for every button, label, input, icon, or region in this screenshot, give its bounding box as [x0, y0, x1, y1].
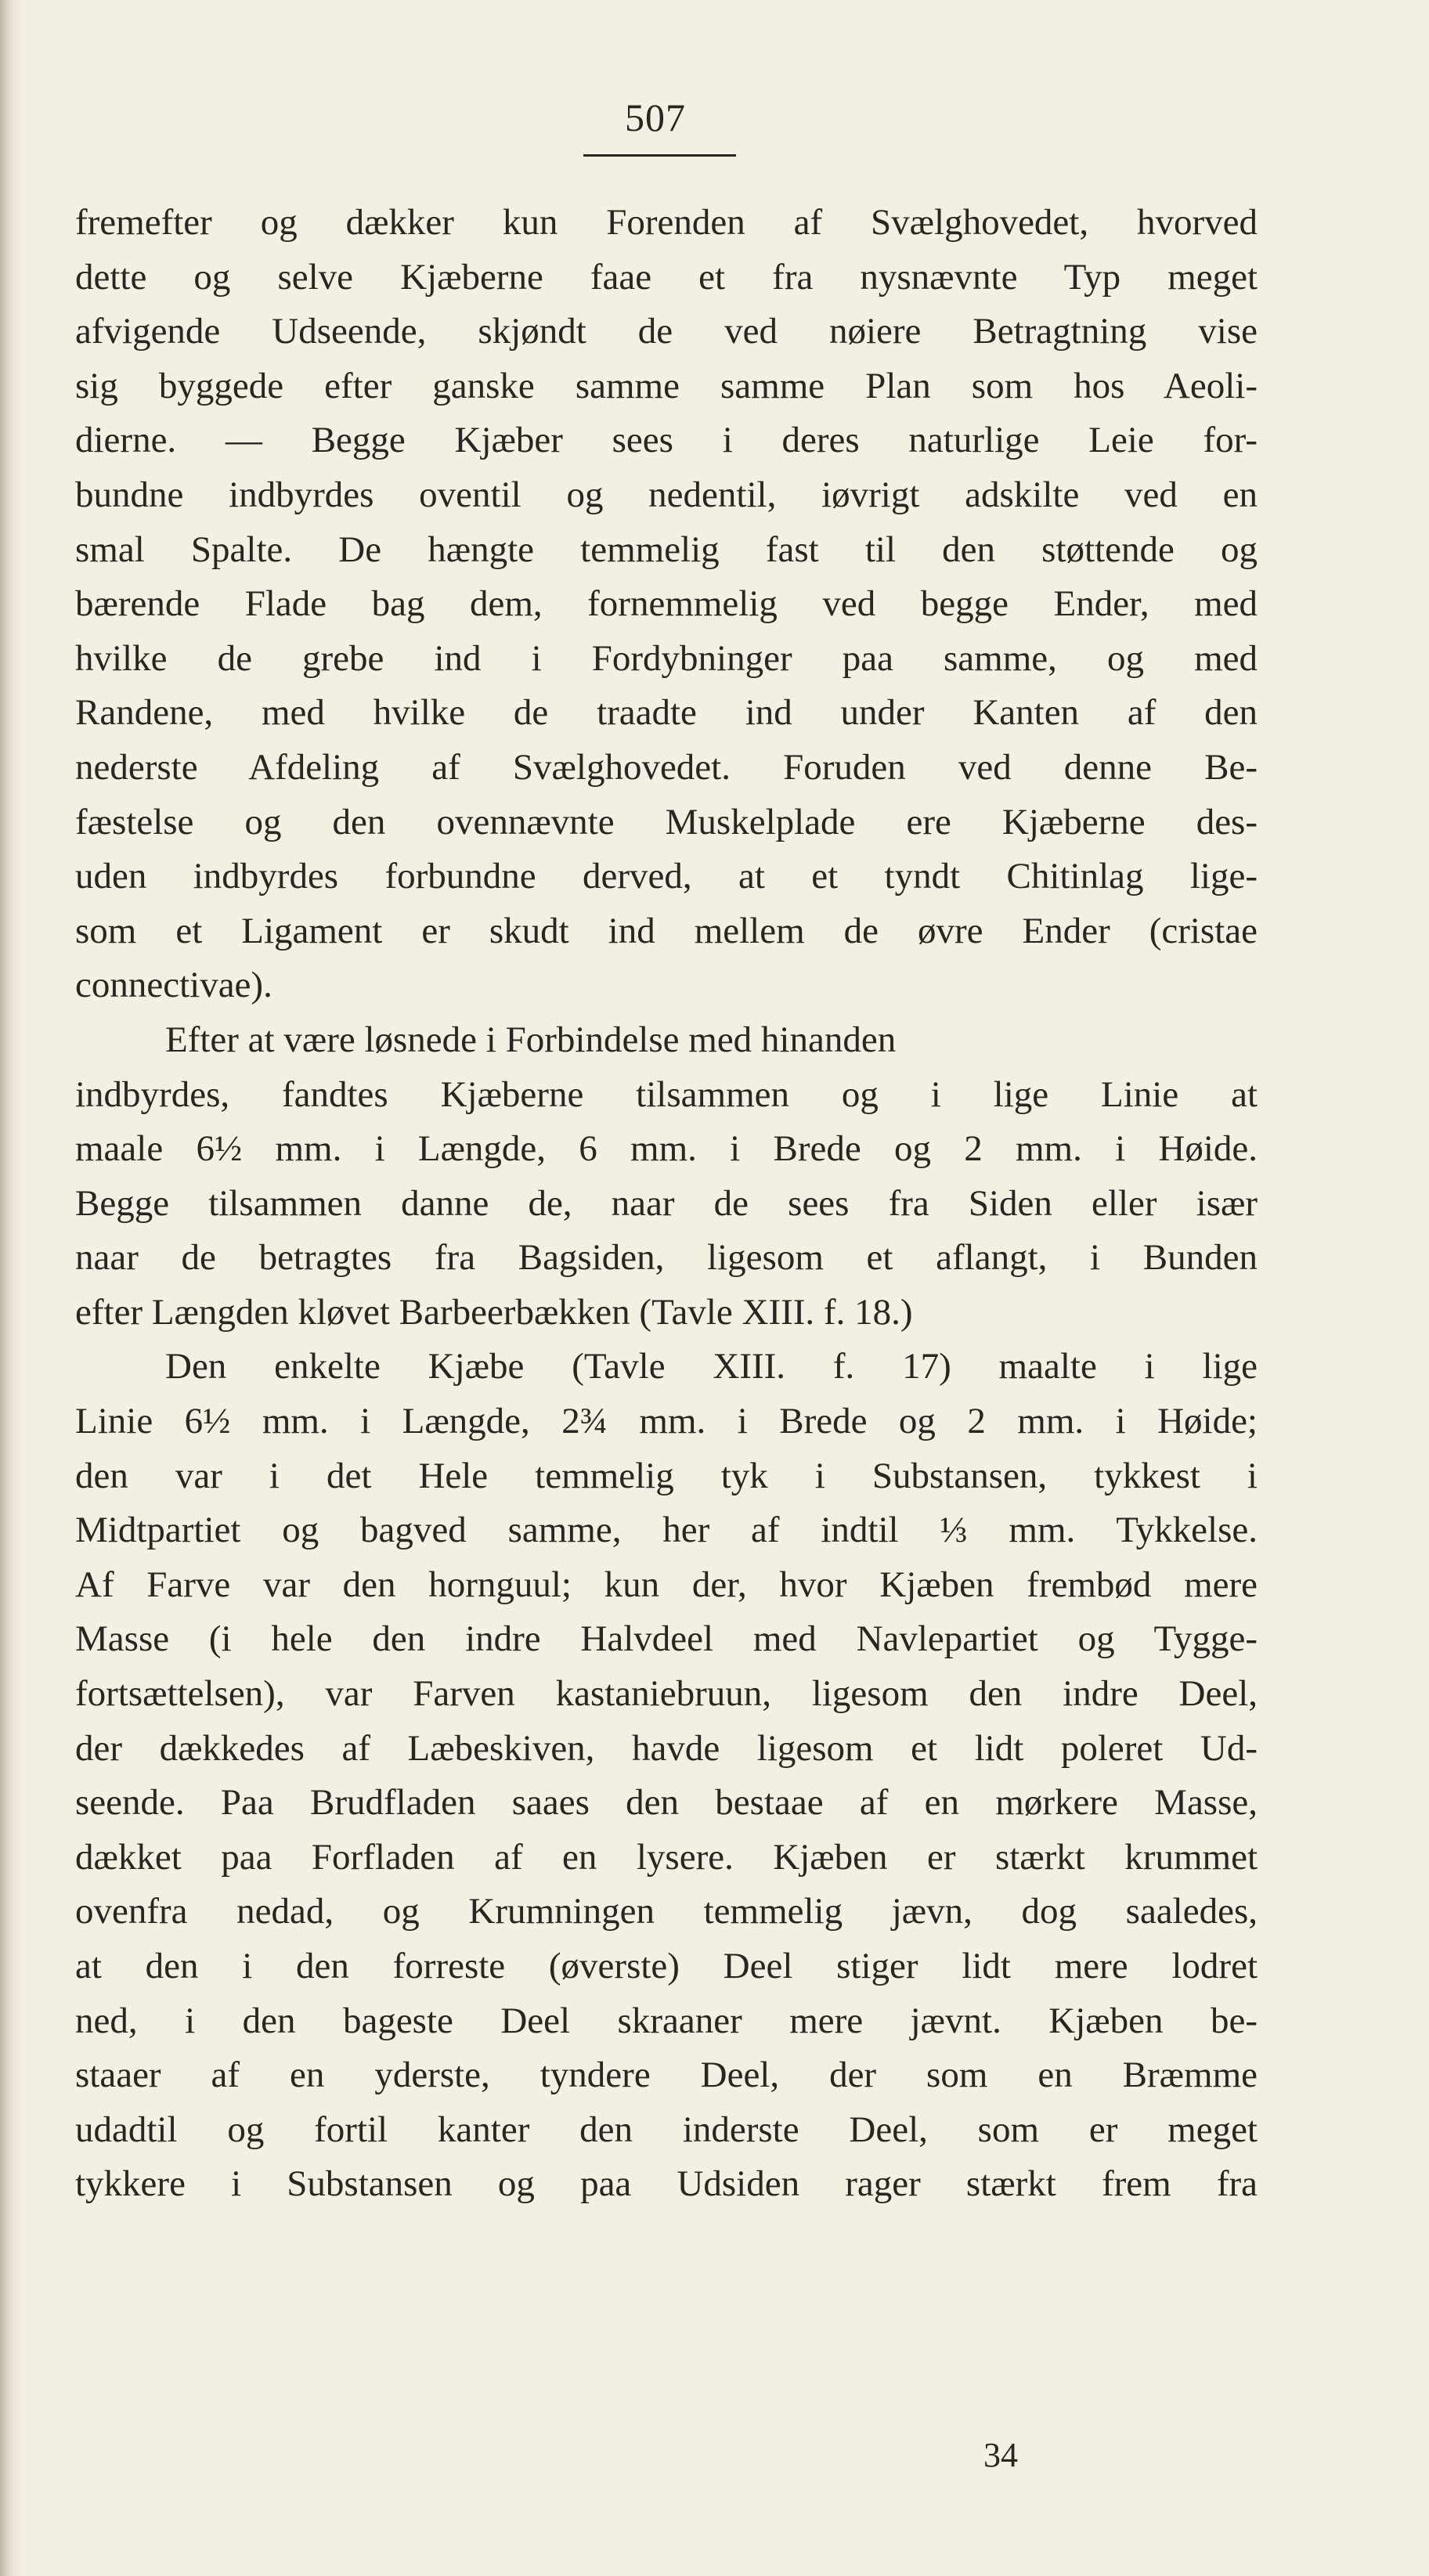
text-line	[75, 1776, 1258, 1831]
text-line-content: hvilke de grebe ind i Fordybninger paa samme, og med	[75, 637, 1258, 679]
text-line-content: smal Spalte. De hængte temmelig fast til den støttende og	[75, 529, 1258, 570]
text-line	[75, 1340, 1258, 1394]
text-line	[75, 632, 1258, 687]
text-line-content: ned, i den bageste Deel skraaner mere jævnt. Kjæben be-	[75, 2000, 1258, 2041]
text-line	[75, 1068, 1258, 1123]
text-line	[75, 686, 1258, 741]
text-line-content: tykkere i Substansen og paa Udsiden rager stærkt frem fra	[75, 2163, 1258, 2205]
text-line-content: naar de betragtes fra Bagsiden, ligesom et aflangt, i Bunden	[75, 1237, 1258, 1279]
text-line-content: seende. Paa Brudfladen saaes den bestaae af en mørkere Masse,	[75, 1782, 1258, 1824]
text-line	[75, 904, 1258, 959]
text-line-content: fremefter og dækker kun Forenden af Svælghovedet, hvorved	[75, 202, 1258, 243]
text-line	[75, 577, 1258, 632]
text-line-content: efter Længden kløvet Barbeerbækken (Tavle XIII. f. 18.)	[75, 1291, 913, 1333]
text-line-content: Efter at være løsnede i Forbindelse med hinanden	[165, 1019, 897, 1060]
text-line-content: Masse (i hele den indre Halvdeel med Navlepartiet og Tygge-	[75, 1618, 1258, 1660]
text-line	[75, 741, 1258, 796]
text-line-content: Begge tilsammen danne de, naar de sees fra Siden eller især	[75, 1182, 1258, 1224]
text-line-content: den var i det Hele temmelig tyk i Substansen, tykkest i	[75, 1455, 1258, 1496]
text-line-content: Den enkelte Kjæbe (Tavle XIII. f. 17) maalte i lige	[165, 1346, 1258, 1387]
text-line	[75, 251, 1258, 305]
text-line-content: fortsættelsen), var Farven kastaniebruun, ligesom den indre Deel,	[75, 1673, 1258, 1715]
text-line-content: ovenfra nedad, og Krumningen temmelig jævn, dog saaledes,	[75, 1891, 1258, 1932]
text-line-content: bærende Flade bag dem, fornemmelig ved begge Ender, med	[75, 583, 1258, 625]
text-line-content: dierne. — Begge Kjæber sees i deres naturlige Leie for-	[75, 420, 1258, 461]
text-line-content: afvigende Udseende, skjøndt de ved nøiere Betragtning vise	[75, 311, 1258, 352]
signature-mark: 34	[983, 2436, 1018, 2474]
text-line-content: nederste Afdeling af Svælghovedet. Foruden ved denne Be-	[75, 746, 1258, 788]
text-line-content: Randene, med hvilke de traadte ind under Kanten af den	[75, 692, 1258, 734]
text-line-content: maale 6½ mm. i Længde, 6 mm. i Brede og 2 mm. i Høide.	[75, 1128, 1258, 1170]
text-line	[75, 2157, 1258, 2212]
page-number: 507	[625, 96, 686, 139]
text-line-content: Linie 6½ mm. i Længde, 2¾ mm. i Brede og 2 mm. i Høide;	[75, 1401, 1258, 1442]
text-line	[75, 1612, 1258, 1667]
text-line	[75, 305, 1258, 359]
text-line	[75, 1503, 1258, 1558]
text-line-content: fæstelse og den ovennævnte Muskelplade ere Kjæberne des-	[75, 801, 1258, 842]
text-line	[75, 1013, 1258, 1068]
text-line-content: dette og selve Kjæberne faae et fra nysnævnte Typ meget	[75, 256, 1258, 298]
text-line-content: udadtil og fortil kanter den inderste Deel, som er meget	[75, 2109, 1258, 2150]
text-line	[75, 468, 1258, 523]
text-line-content: indbyrdes, fandtes Kjæberne tilsammen og i lige Linie at	[75, 1073, 1258, 1115]
text-line	[75, 1885, 1258, 1939]
text-line-content: staaer af en yderste, tyndere Deel, der som en Bræmme	[75, 2055, 1258, 2096]
text-line	[75, 1231, 1258, 1286]
text-line	[75, 1558, 1258, 1613]
text-line	[75, 1286, 1258, 1340]
page-edge	[0, 0, 23, 2576]
text-line	[75, 1722, 1258, 1777]
text-line	[75, 796, 1258, 850]
page-header	[0, 94, 1429, 164]
text-line	[75, 1122, 1258, 1177]
text-line	[75, 196, 1258, 251]
text-line	[75, 523, 1258, 578]
text-line	[75, 1177, 1258, 1232]
text-line	[75, 413, 1258, 468]
body-text	[75, 196, 1258, 2212]
text-line	[75, 359, 1258, 414]
text-line-content: som et Ligament er skudt ind mellem de øvre Ender (cristae	[75, 910, 1258, 951]
text-line	[75, 958, 1258, 1013]
text-line-content: Midtpartiet og bagved samme, her af indtil ⅓ mm. Tykkelse.	[75, 1510, 1258, 1551]
text-line	[75, 2048, 1258, 2103]
text-line-content: uden indbyrdes forbundne derved, at et tyndt Chitinlag lige-	[75, 856, 1258, 897]
text-line	[75, 850, 1258, 904]
text-line	[75, 1939, 1258, 1994]
text-line-content: dækket paa Forfladen af en lysere. Kjæben er stærkt krummet	[75, 1836, 1258, 1878]
text-line	[75, 1394, 1258, 1449]
text-line	[75, 1831, 1258, 1885]
text-line-content: sig byggede efter ganske samme samme Plan som hos Aeoli-	[75, 365, 1258, 406]
text-line	[75, 1667, 1258, 1722]
text-line	[75, 2103, 1258, 2158]
text-line	[75, 1994, 1258, 2049]
text-line-content: bundne indbyrdes oventil og nedentil, iøvrigt adskilte ved en	[75, 474, 1258, 515]
text-line-content: Af Farve var den hornguul; kun der, hvor Kjæben frembød mere	[75, 1564, 1258, 1605]
text-line-content: der dækkedes af Læbeskiven, havde ligesom et lidt poleret Ud-	[75, 1727, 1258, 1769]
text-line-content: at den i den forreste (øverste) Deel stiger lidt mere lodret	[75, 1946, 1258, 1986]
header-rule	[583, 154, 736, 157]
text-line	[75, 1449, 1258, 1504]
text-line-content: connectivae).	[75, 965, 272, 1006]
